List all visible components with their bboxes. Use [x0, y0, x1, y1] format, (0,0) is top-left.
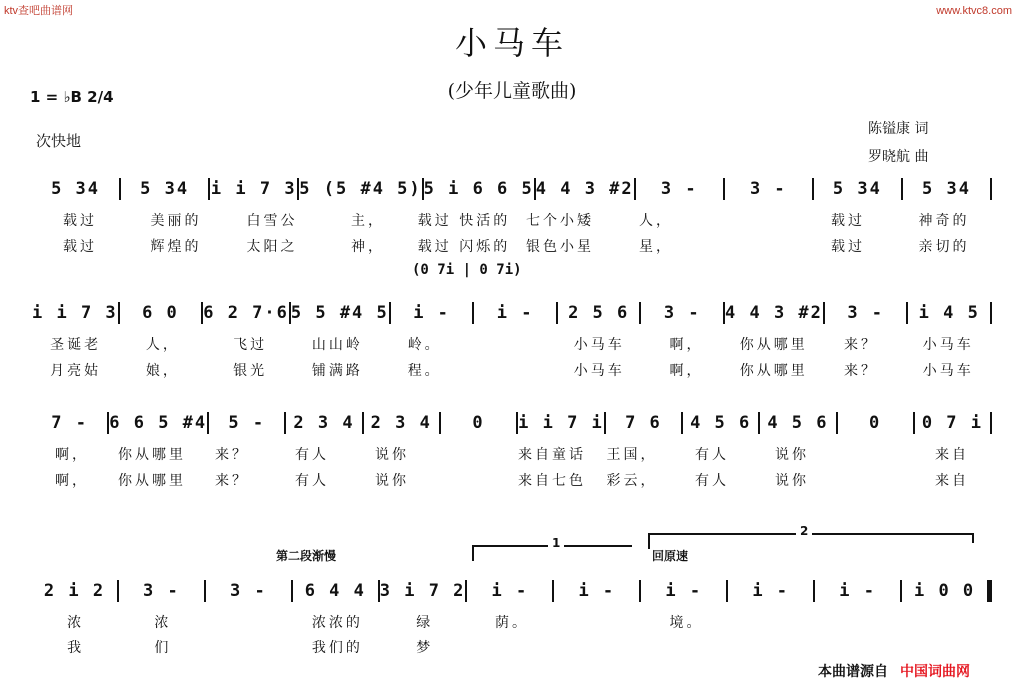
lyric-segment: 你从哪里 — [118, 473, 186, 489]
lyric-segment: 啊， — [55, 447, 89, 463]
lyric-segment: 境。 — [669, 615, 704, 631]
lyric-segment: 人， — [639, 213, 673, 229]
measure: i - — [665, 581, 703, 601]
measure: 5 34 — [832, 179, 882, 199]
lyrics-row-3b — [32, 470, 992, 490]
lyric-segment: 梦 — [416, 640, 434, 656]
measure: 5 34 — [140, 179, 190, 199]
measure: i i 7 3 — [32, 303, 118, 323]
lyric-segment: 我们的 — [311, 640, 363, 656]
lyric-segment — [643, 637, 730, 657]
lyric-segment — [905, 637, 992, 657]
lyric-segment: 小马车 — [922, 363, 974, 379]
measure: 0 — [472, 413, 485, 433]
lyric-segment — [730, 612, 817, 632]
measure: 3 i 7 2 — [379, 581, 466, 601]
lyric-segment — [468, 360, 555, 380]
staff-row-1 — [32, 178, 992, 200]
lyric-segment — [556, 637, 643, 657]
volta-1-side — [472, 545, 474, 561]
measure: 3 - — [749, 179, 787, 199]
lyric-segment: 圣诞老 — [50, 337, 102, 353]
watermark-left: ktv查吧曲谱网 — [4, 5, 74, 17]
lyrics-row-1a — [32, 210, 992, 230]
lyric-segment: 载过 快活的 — [417, 213, 511, 229]
measure: 2 3 4 — [293, 413, 355, 433]
key-signature: 1 = ♭B 2/4 — [30, 88, 114, 106]
lyric-segment: 星， — [639, 239, 673, 255]
second-verse-mark: 第二段渐慢 — [276, 549, 337, 563]
tempo-marking: 次快地 — [36, 132, 82, 150]
lyric-segment: 来？ — [215, 473, 249, 489]
lyric-segment: 啊， — [669, 363, 704, 379]
measure: 0 — [869, 413, 882, 433]
bracketed-figure: (0 7i | 0 7i) — [412, 262, 522, 278]
lyric-segment: 银色小星 — [526, 239, 594, 255]
measure: 4 5 6 — [690, 413, 752, 433]
lyric-segment: 有人 — [695, 447, 729, 463]
song-subtitle: (少年儿童歌曲) — [447, 80, 577, 102]
measure: i 0 0 — [913, 581, 976, 601]
measure: 2 3 4 — [370, 413, 432, 433]
lyric-segment: 你从哪里 — [118, 447, 186, 463]
lyric-segment: 啊， — [55, 473, 89, 489]
lyric-segment: 来自 — [935, 447, 969, 463]
lyric-segment — [832, 444, 912, 464]
lyric-segment — [468, 334, 555, 354]
lyric-segment: 说你 — [375, 473, 409, 489]
watermark-right: www.ktvc8.com — [936, 5, 1012, 17]
measure: 6 0 — [142, 303, 179, 323]
lyric-segment — [905, 612, 992, 632]
lyric-segment: 小马车 — [573, 363, 625, 379]
lyric-segment: 亲切的 — [918, 239, 970, 255]
lyric-segment — [730, 637, 817, 657]
measure: 5 (5 #4 5) — [299, 179, 422, 199]
measure: 3 - — [229, 581, 267, 601]
song-title: 小马车 — [454, 24, 569, 62]
measure: 4 5 6 — [767, 413, 829, 433]
volta-2-number: 2 — [796, 524, 812, 538]
lyric-segment: 白雪公 — [246, 213, 298, 229]
measure: 6 6 5 #4 — [109, 413, 208, 433]
measure: 5 - — [228, 413, 266, 433]
barline — [990, 302, 992, 324]
staff-row-2 — [32, 302, 992, 324]
measure: i - — [413, 303, 450, 323]
volta-2-end — [972, 533, 974, 543]
lyric-segment: 载过 — [63, 239, 97, 255]
lyric-segment: 王国， — [606, 447, 658, 463]
lyric-segment — [817, 612, 904, 632]
lyric-segment: 说你 — [375, 447, 409, 463]
lyric-segment: 来？ — [844, 363, 879, 379]
lyric-segment — [432, 444, 512, 464]
measure: i - — [496, 303, 534, 323]
lyric-segment: 来？ — [844, 337, 879, 353]
staff-row-3 — [32, 412, 992, 434]
lyric-segment: 浓浓的 — [311, 615, 363, 631]
lyric-segment: 飞过 — [233, 337, 268, 353]
lyric-segment — [556, 612, 643, 632]
lyrics-row-4b — [32, 637, 992, 657]
lyric-segment — [832, 470, 912, 490]
composer-credit: 罗晓航 曲 — [868, 149, 929, 165]
lyric-segment: 辉煌的 — [150, 239, 202, 255]
lyric-segment: 彩云， — [606, 473, 658, 489]
barline — [990, 178, 992, 200]
measure: 2 i 2 — [43, 581, 106, 601]
lyric-segment: 山山岭 — [311, 337, 363, 353]
lyric-segment: 说你 — [775, 473, 809, 489]
lyrics-row-2a — [32, 334, 992, 354]
lyric-segment — [704, 236, 800, 256]
lyric-segment: 荫。 — [494, 615, 529, 631]
source-label: 本曲谱源自 — [818, 664, 888, 680]
staff-row-4 — [32, 580, 992, 602]
measure: 2 5 6 — [568, 303, 630, 323]
lyric-segment: 月亮姑 — [50, 363, 102, 379]
measure: 5 5 #4 5 — [290, 303, 389, 323]
lyric-segment: 绿 — [416, 615, 434, 631]
measure: 5 i 6 6 5 — [423, 179, 534, 199]
lyric-segment: 七个小矮 — [526, 213, 594, 229]
lyric-segment: 来？ — [215, 447, 249, 463]
lyric-segment: 载过 闪烁的 — [417, 239, 511, 255]
lyric-segment: 神奇的 — [918, 213, 970, 229]
lyric-segment: 浓 — [154, 615, 172, 631]
measure: i - — [752, 581, 790, 601]
lyric-segment: 载过 — [63, 213, 97, 229]
volta-1-number: 1 — [548, 536, 564, 550]
lyric-segment: 啊， — [669, 337, 704, 353]
lyricist-credit: 陈镒康 词 — [868, 121, 929, 137]
lyric-segment: 有人 — [695, 473, 729, 489]
lyric-segment: 美丽的 — [150, 213, 202, 229]
lyric-segment: 银光 — [233, 363, 268, 379]
measure: 5 34 — [51, 179, 101, 199]
lyric-segment — [207, 637, 294, 657]
measure: i - — [578, 581, 616, 601]
lyric-segment: 神， — [351, 239, 385, 255]
lyric-segment: 说你 — [775, 447, 809, 463]
source-credit — [818, 661, 970, 681]
lyric-segment: 人， — [145, 337, 180, 353]
measure: i 4 5 — [918, 303, 980, 323]
measure: 3 - — [660, 179, 698, 199]
measure: i i 7 3 — [210, 179, 297, 199]
lyric-segment: 主， — [351, 213, 385, 229]
lyric-segment: 浓 — [67, 615, 85, 631]
measure: 3 - — [143, 581, 180, 601]
measure: 6 4 4 — [304, 581, 366, 601]
lyrics-row-3a — [32, 444, 992, 464]
lyric-segment — [468, 637, 555, 657]
lyric-segment: 们 — [154, 640, 172, 656]
volta-2-side — [648, 533, 650, 549]
measure: 0 7 i — [921, 413, 984, 433]
barline — [990, 412, 992, 434]
lyric-segment: 有人 — [295, 473, 329, 489]
lyric-segment: 小马车 — [922, 337, 974, 353]
lyric-segment — [704, 210, 800, 230]
lyric-segment — [207, 612, 294, 632]
lyric-segment: 载过 — [831, 239, 865, 255]
lyric-segment: 岭。 — [407, 337, 442, 353]
measure: 3 - — [663, 303, 701, 323]
measure: 7 - — [51, 413, 88, 433]
lyric-segment: 娘， — [145, 363, 180, 379]
lyric-segment: 太阳之 — [246, 239, 298, 255]
measure: i - — [491, 581, 529, 601]
back-tempo-mark: 回原速 — [652, 549, 689, 563]
lyric-segment: 来自童话 — [518, 447, 586, 463]
source-site: 中国词曲网 — [900, 664, 970, 680]
measure: i i 7 i — [518, 413, 604, 433]
measure: i - — [839, 581, 876, 601]
measure: 4 4 3 #2 — [535, 179, 634, 199]
lyric-segment: 你从哪里 — [739, 363, 808, 379]
measure: 6 2 7·6 — [203, 303, 289, 323]
measure: 5 34 — [922, 179, 971, 199]
lyric-segment: 程。 — [407, 363, 442, 379]
lyric-segment — [817, 637, 904, 657]
lyric-segment: 来自 — [935, 473, 969, 489]
lyrics-row-2b — [32, 360, 992, 380]
final-barline — [987, 580, 992, 602]
lyric-segment: 我 — [67, 640, 85, 656]
measure: 4 4 3 #2 — [725, 303, 823, 323]
lyric-segment: 载过 — [831, 213, 865, 229]
lyric-segment: 来自七色 — [518, 473, 586, 489]
lyric-segment: 你从哪里 — [739, 337, 808, 353]
lyric-segment: 有人 — [295, 447, 329, 463]
lyric-segment: 小马车 — [573, 337, 625, 353]
measure: 3 - — [847, 303, 885, 323]
lyrics-row-1b — [32, 236, 992, 256]
lyric-segment — [432, 470, 512, 490]
measure: 7 6 — [625, 413, 662, 433]
lyrics-row-4a — [32, 612, 992, 632]
lyric-segment: 铺满路 — [311, 363, 363, 379]
